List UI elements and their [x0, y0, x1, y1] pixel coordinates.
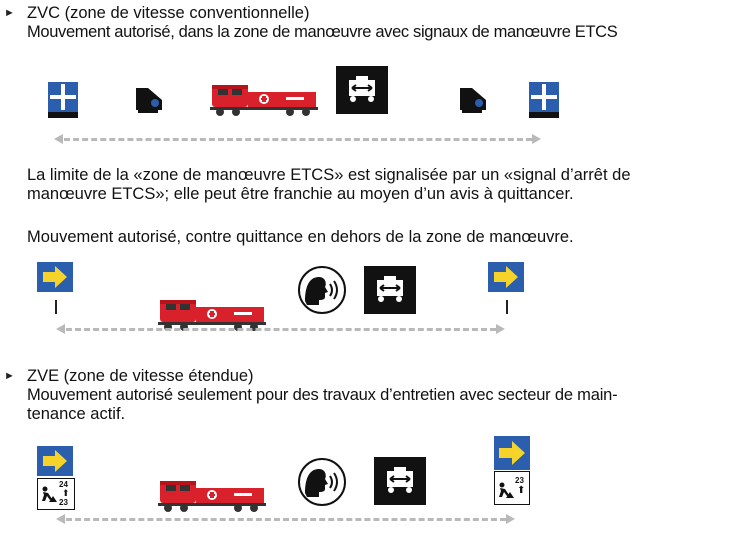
bullet-marker: ►: [4, 7, 15, 19]
arrow-right: [532, 134, 541, 144]
section-description-zve-line2: tenance actif.: [27, 405, 126, 423]
km-upper: 23: [515, 476, 524, 485]
arrow-right: [496, 324, 505, 334]
shunting-mode-icon: [336, 66, 388, 114]
sign-post: [506, 300, 508, 314]
movement-range-line: [66, 518, 506, 524]
sign-post: [55, 300, 57, 314]
voice-acknowledge-icon: [297, 265, 347, 315]
section-description-zve-line1: Mouvement autorisé seulement pour des travaux d’entretien avec secteur de main-: [27, 386, 618, 404]
locomotive-icon: [206, 77, 322, 117]
direction-arrow: ⬆: [517, 485, 526, 496]
section-description-zvc: Mouvement autorisé, dans la zone de manœuvre avec signaux de manœuvre ETCS: [27, 23, 618, 41]
worker-icon: [497, 481, 515, 499]
shunting-mode-icon: [374, 457, 426, 505]
etcs-stop-sign-icon: [48, 82, 82, 120]
yellow-arrow-sign-icon: [488, 262, 526, 294]
yellow-arrow-sign-icon: [37, 446, 75, 478]
shunting-signal-icon: [458, 86, 488, 114]
section-title-zve: ZVE (zone de vitesse étendue): [27, 367, 254, 385]
locomotive-icon: [154, 473, 270, 513]
maintenance-sector-sign-icon: [37, 478, 75, 510]
etcs-stop-sign-icon: [529, 82, 563, 120]
paragraph-limit-line1: La limite de la «zone de manœuvre ETCS» est signalisée par un «signal d’arrêt de: [27, 166, 631, 184]
paragraph-acknowledge: Mouvement autorisé, contre quittance en dehors de la zone de manœuvre.: [27, 228, 574, 246]
bullet-marker: ►: [4, 370, 15, 382]
worker-icon: [40, 485, 58, 503]
arrow-left: [54, 134, 63, 144]
paragraph-limit-line2: manœuvre ETCS»; elle peut être franchie au moyen d’un avis à quittancer.: [27, 185, 574, 203]
shunting-mode-icon: [364, 266, 416, 314]
voice-acknowledge-icon: [297, 457, 347, 507]
direction-arrow: ⬆: [62, 488, 70, 498]
maintenance-sector-sign-icon: [494, 471, 530, 505]
arrow-left: [56, 324, 65, 334]
yellow-arrow-sign-icon: [494, 436, 532, 472]
arrow-left: [56, 514, 65, 524]
yellow-arrow-sign-icon: [37, 262, 75, 294]
arrow-right: [506, 514, 515, 524]
locomotive-icon: [154, 292, 270, 332]
km-upper: 24: [59, 480, 68, 489]
movement-range-line: [66, 328, 496, 334]
movement-range-line: [64, 138, 532, 144]
shunting-signal-icon: [134, 86, 164, 114]
km-lower: 23: [59, 498, 68, 507]
section-title-zvc: ZVC (zone de vitesse conventionnelle): [27, 4, 310, 22]
